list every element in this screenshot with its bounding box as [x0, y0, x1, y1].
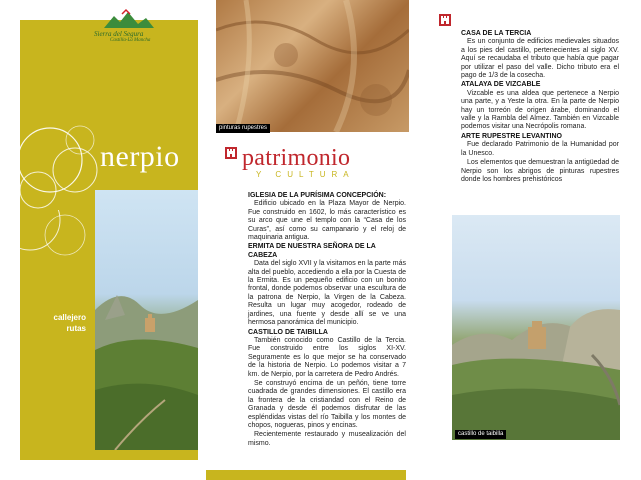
page-gutter	[203, 0, 216, 480]
section-body-arte-rupestre-2: Los elementos que demuestran la antigüedad de Nerpio son los abrigos de pinturas rupestres donde los hombres prehistóricos	[461, 159, 619, 183]
cover-yellow-lower	[20, 210, 95, 460]
section-body-iglesia: Edificio ubicado en la Plaza Mayor de Nerpio. Fue construido en 1602, lo más característico es su arco que une el templo con la “Casa de los Curas”, así como su campanario y el reloj de maquinaria antigua.	[248, 200, 406, 242]
section-title-atalaya: ATALAYA DE VIZCABLE	[461, 81, 541, 89]
section-body-castillo: También conocido como Castillo de la Tercia. Fue construido entre los siglos XI-XV. Seguramente es lo que mejor se ha conservado de la historia de Nerpio. Lo podemos visitar a 7 km. de Nerpio, por la carretera de Pedro Andrés.	[248, 336, 406, 378]
taibilla-castle-photo	[452, 215, 620, 440]
cover-photo-illustration	[95, 190, 198, 450]
taibilla-castle-caption: castillo de taibilla	[455, 430, 506, 439]
castle-photo-illustration	[452, 215, 620, 440]
rock-paintings-photo	[216, 0, 409, 132]
rock-texture-illustration	[216, 0, 409, 132]
section-body-arte-rupestre: Fue declarado Patrimonio de la Humanidad por la Unesco.	[461, 141, 619, 157]
section-body-castillo-2: Se construyó encima de un peñón, tiene torre cuadrada de grandes dimensiones. El castillo era la frontera de la cristiandad con el Reino de Granada y desde él podemos disfrutar de las espléndidas vistas del río Taibilla y los montes de chopos, nogueras, pinos y encinas.	[248, 379, 406, 429]
cover-photo-castle-landscape	[95, 190, 198, 450]
cover-bottom-strip	[95, 450, 198, 460]
section-heading: patrimonio	[242, 145, 351, 171]
right-column-text	[461, 30, 619, 185]
middle-bottom-strip	[206, 470, 406, 480]
cover-circles-decoration	[20, 20, 198, 210]
logo-line-2: Castilla-La Mancha	[110, 38, 151, 43]
cover-title: nerpio	[100, 140, 180, 173]
subtitle-callejero: callejero	[53, 313, 86, 322]
castle-glyph-right	[439, 14, 451, 26]
castle-icon	[225, 147, 237, 159]
section-title-iglesia: IGLESIA DE LA PURÍSIMA CONCEPCIÓN:	[248, 192, 387, 199]
cover-circles-lower	[20, 210, 95, 310]
section-title-ermita: ERMITA DE NUESTRA SEÑORA DE LA CABEZA	[248, 243, 376, 259]
logo-line-1: Sierra del Segura	[94, 30, 144, 38]
cover-yellow-panel	[20, 20, 198, 210]
section-body-castillo-3: Recientemente restaurado y musealización del mismo.	[248, 431, 406, 447]
section-body-atalaya: Vizcable es una aldea que pertenece a Nerpio una parte, y a Yeste la otra. En la parte de Nerpio hay un torreón de origen árabe, dominando el valle y la Rambla del Almez. También en Vizcable podemos visitar una Necrópolis romana.	[461, 89, 619, 131]
section-title-casa-tercia: CASA DE LA TERCIA	[461, 30, 532, 37]
middle-column-text	[248, 192, 406, 449]
cover-page	[0, 0, 203, 480]
subtitle-rutas: rutas	[66, 324, 86, 333]
cover-subtitle	[24, 312, 86, 334]
logo-mountain-icon	[102, 8, 162, 32]
section-subheading: Y CULTURA	[256, 170, 355, 179]
sierra-del-segura-logo	[88, 8, 151, 48]
castle-glyph	[225, 147, 237, 159]
section-title-castillo: CASTILLO DE TAIBILLA	[248, 328, 328, 336]
rock-paintings-caption: pinturas rupestres	[216, 124, 270, 133]
section-body-ermita: Data del siglo XVII y la visitamos en la parte más alta del pueblo, accediendo a ella por la Cuesta de la Ermita. Es un pequeño edificio con un bonito frontal, donde podemos observar una escultura de la patrona de Nerpio, la Virgen de la Cabeza. Resulta un lugar muy acogedor, rodeado de jardines, una fuente y desde allí se ve una hermosa panorámica del municipio.	[248, 260, 406, 327]
section-body-casa-tercia: Es un conjunto de edificios medievales situados a los pies del castillo, pertenecientes al siglo XV. Aquí se recaudaba el tributo que había que pagar por utilizar el paso del valle. Dicho tributo era el pago de 1/3 de la cosecha.	[461, 38, 619, 80]
section-title-arte-rupestre: ARTE RUPESTRE LEVANTINO	[461, 132, 562, 140]
castle-icon-right	[439, 14, 451, 26]
